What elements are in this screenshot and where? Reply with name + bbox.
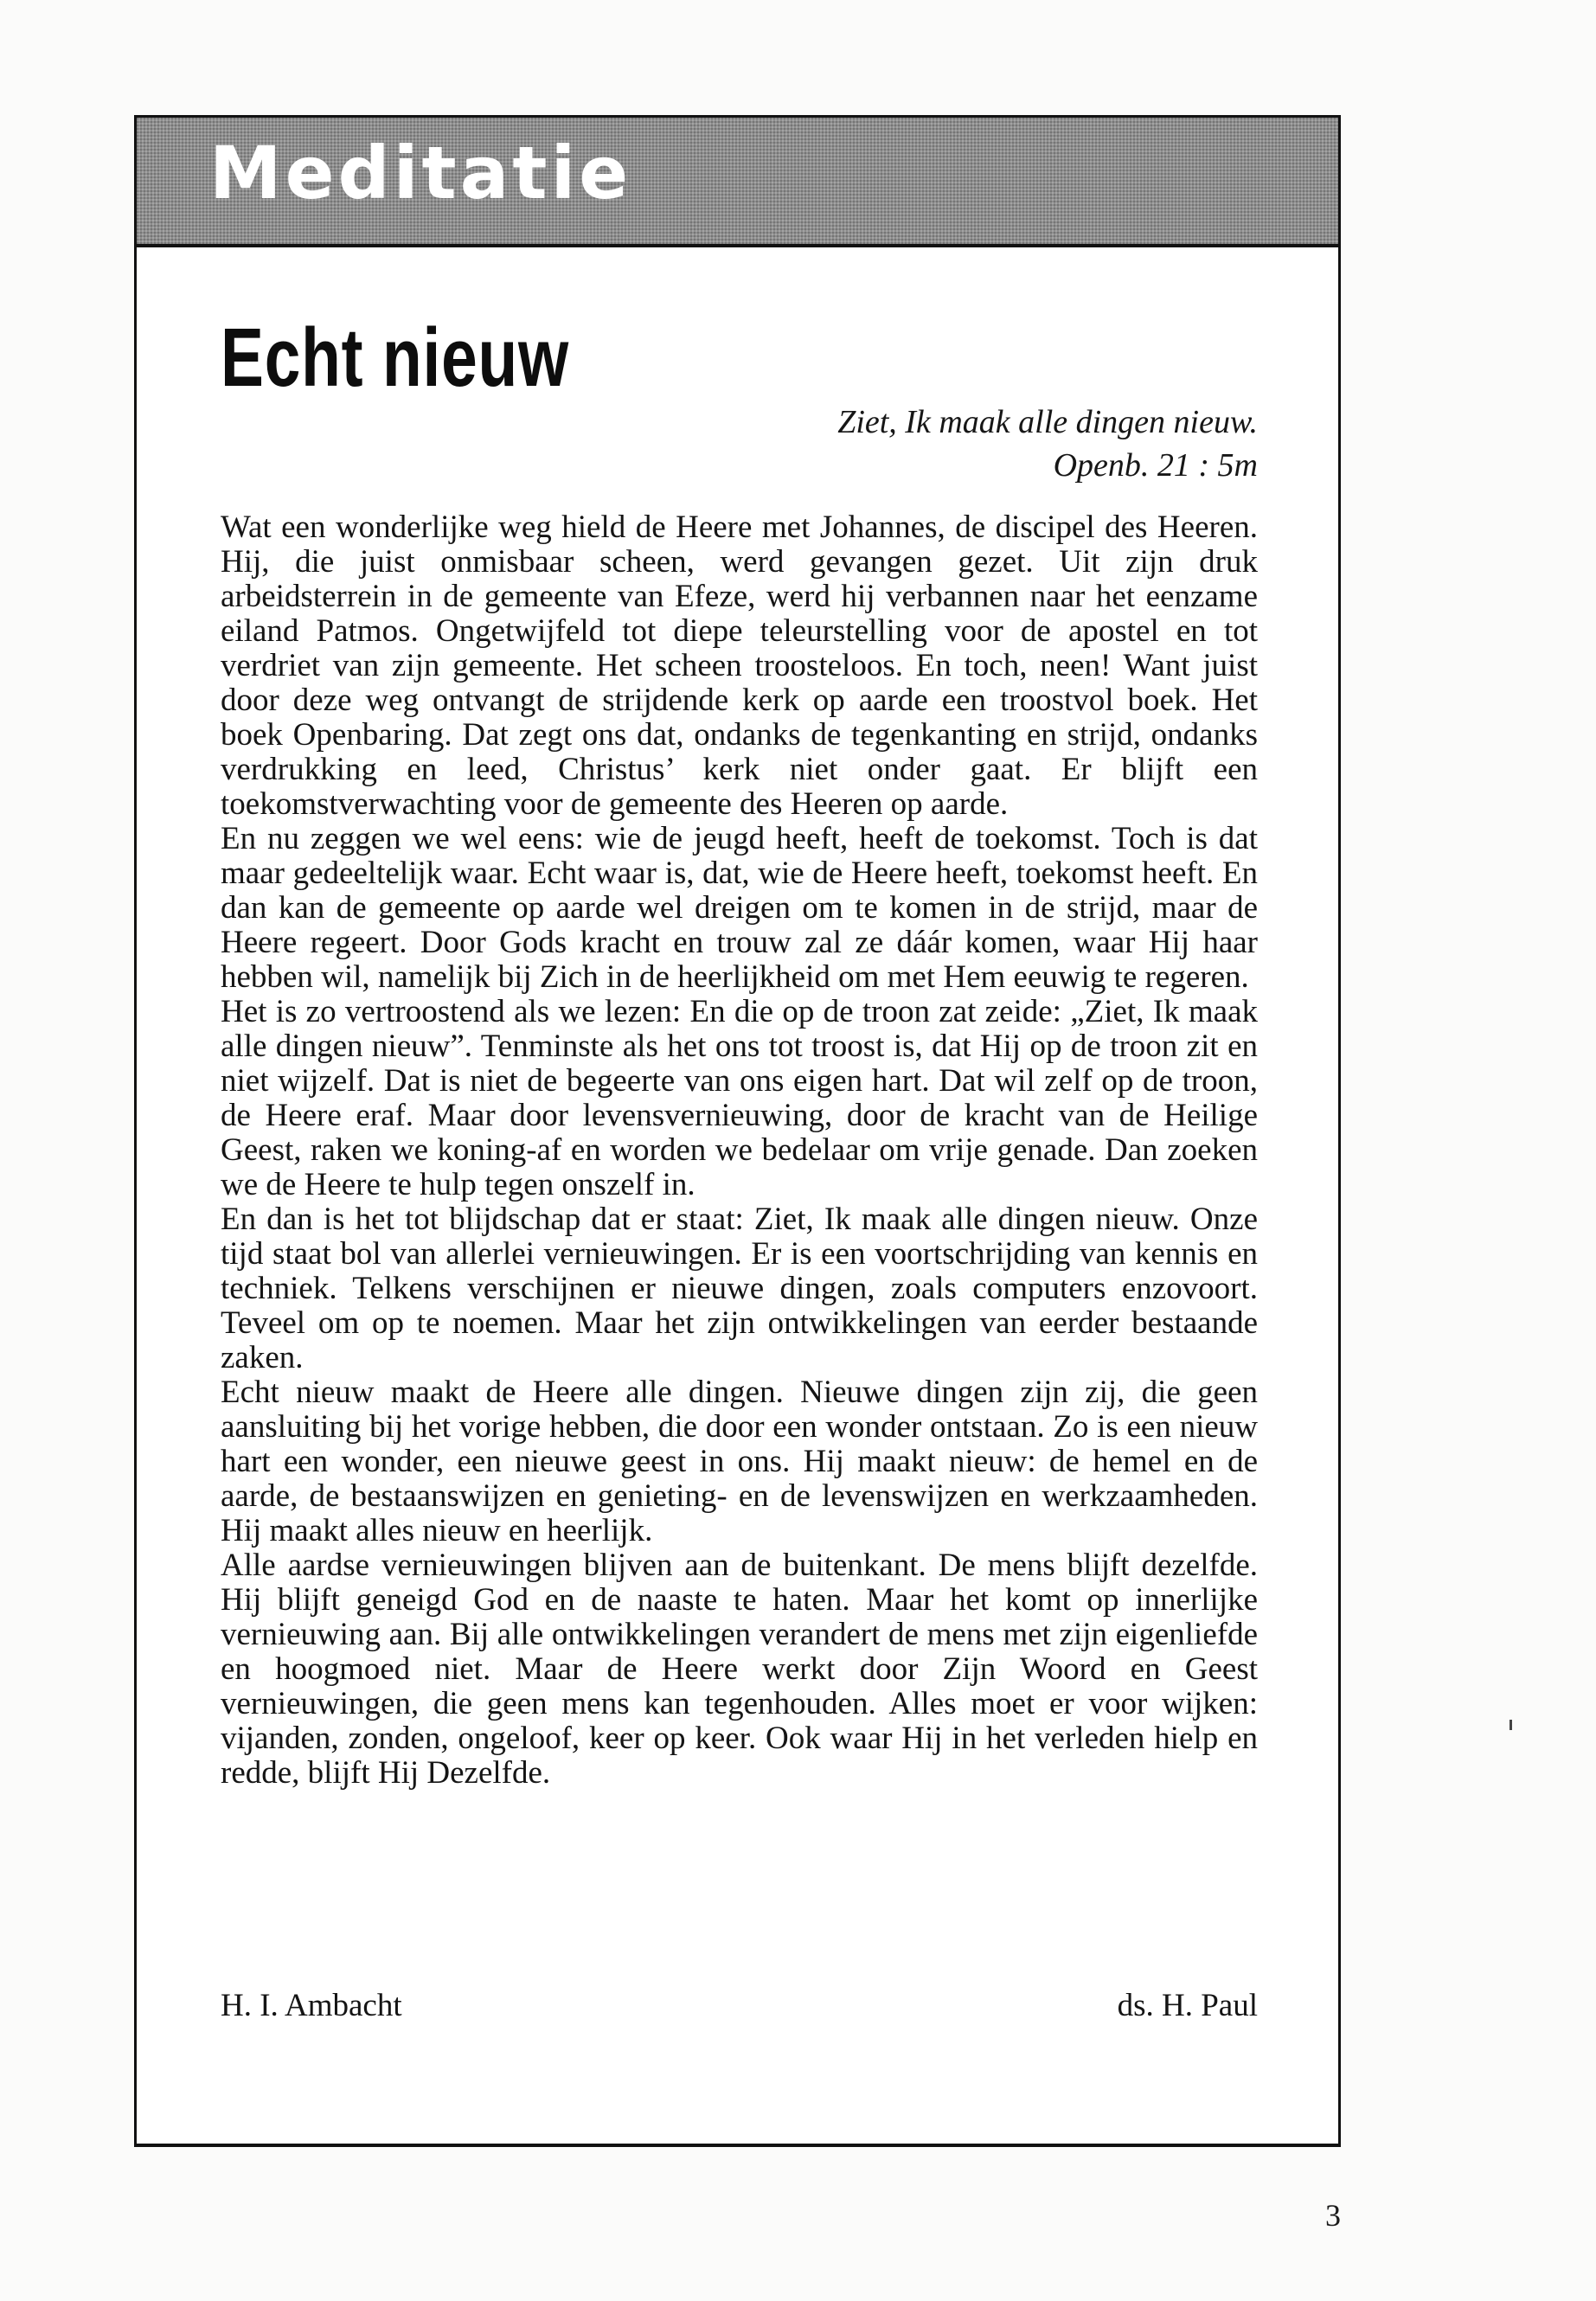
meditation-frame	[134, 115, 1341, 2147]
page-number: 3	[1325, 2198, 1341, 2233]
paragraph: Alle aardse vernieuwingen blijven aan de buitenkant. De mens blijft dezelfde. Hij blijft geneigd God en de naaste te haten. Maar het komt op innerlijke vernieuwing aan. Bij alle ontwikkelingen verandert de mens met zijn eigenliefde en hoogmoed niet. Maar de Heere werkt door Zijn Woord en Geest vernieuwingen, die geen mens kan tegenhouden. Alles moet er voor wijken: vijanden, zonden, ongeloof, keer op keer. Ook waar Hij in het verleden hielp en redde, blijft Hij Dezelfde.	[221, 1548, 1258, 1791]
epigraph	[837, 401, 1258, 487]
epigraph-quote: Ziet, Ik maak alle dingen nieuw.	[837, 404, 1258, 440]
article-body	[221, 510, 1258, 1791]
signature-place: H. I. Ambacht	[221, 1988, 402, 2023]
article-title: Echt nieuw	[221, 311, 570, 404]
scan-artifact-mark	[1509, 1720, 1512, 1730]
signature-line	[221, 1989, 1258, 2023]
paragraph: En dan is het tot blijdschap dat er staat: Ziet, Ik maak alle dingen nieuw. Onze tijd staat bol van allerlei vernieuwingen. Er is een voortschrijding van kennis en techniek. Telkens verschijnen er nieuwe dingen, zoals computers enzovoort. Teveel om op te noemen. Maar het zijn ontwikkelingen van eerder bestaande zaken.	[221, 1202, 1258, 1375]
paragraph: Het is zo vertroostend als we lezen: En die op de troon zat zeide: „Ziet, Ik maak alle dingen nieuw”. Tenminste als het ons tot troost is, dat Hij op de troon zit en niet wijzelf. Dat is niet de begeerte van ons eigen hart. Dat wil zelf op de troon, de Heere eraf. Maar door levensvernieuwing, door de kracht van de Heilige Geest, raken we koning-af en worden we bedelaar om vrije genade. Dan zoeken we de Heere te hulp tegen onszelf in.	[221, 994, 1258, 1202]
section-banner	[137, 118, 1338, 247]
section-banner-title: Meditatie	[209, 131, 632, 215]
paragraph: Wat een wonderlijke weg hield de Heere met Johannes, de discipel des Heeren. Hij, die juist onmisbaar scheen, werd gevangen gezet. Uit zijn druk arbeidsterrein in de gemeente van Efeze, werd hij verbannen naar het eenzame eiland Patmos. Ongetwijfeld tot diepe teleurstelling voor de apostel en tot verdriet van zijn gemeente. Het scheen troosteloos. En toch, neen! Want juist door deze weg ontvangt de strijdende kerk op aarde een troostvol boek. Het boek Openbaring. Dat zegt ons dat, ondanks de tegenkanting en strijd, ondanks verdrukking en leed, Christus’ kerk niet onder gaat. Er blijft een toekomstverwachting voor de gemeente des Heeren op aarde.	[221, 510, 1258, 822]
paragraph: Echt nieuw maakt de Heere alle dingen. Nieuwe dingen zijn zij, die geen aansluiting bij het vorige hebben, die door een wonder ontstaan. Zo is een nieuw hart een wonder, een nieuwe geest in ons. Hij maakt nieuw: de hemel en de aarde, de bestaanswijzen en genieting- en de levenswijzen en werkzaamheden. Hij maakt alles nieuw en heerlijk.	[221, 1375, 1258, 1548]
epigraph-reference: Openb. 21 : 5m	[1053, 447, 1258, 484]
paragraph: En nu zeggen we wel eens: wie de jeugd heeft, heeft de toekomst. Toch is dat maar gedeeltelijk waar. Echt waar is, dat, wie de Heere heeft, toekomst heeft. En dan kan de gemeente op aarde wel dreigen om te komen in de strijd, maar de Heere regeert. Door Gods kracht en trouw zal ze dáár komen, waar Hij haar hebben wil, namelijk bij Zich in de heerlijkheid om met Hem eeuwig te regeren.	[221, 821, 1258, 995]
signature-author: ds. H. Paul	[1117, 1988, 1258, 2023]
